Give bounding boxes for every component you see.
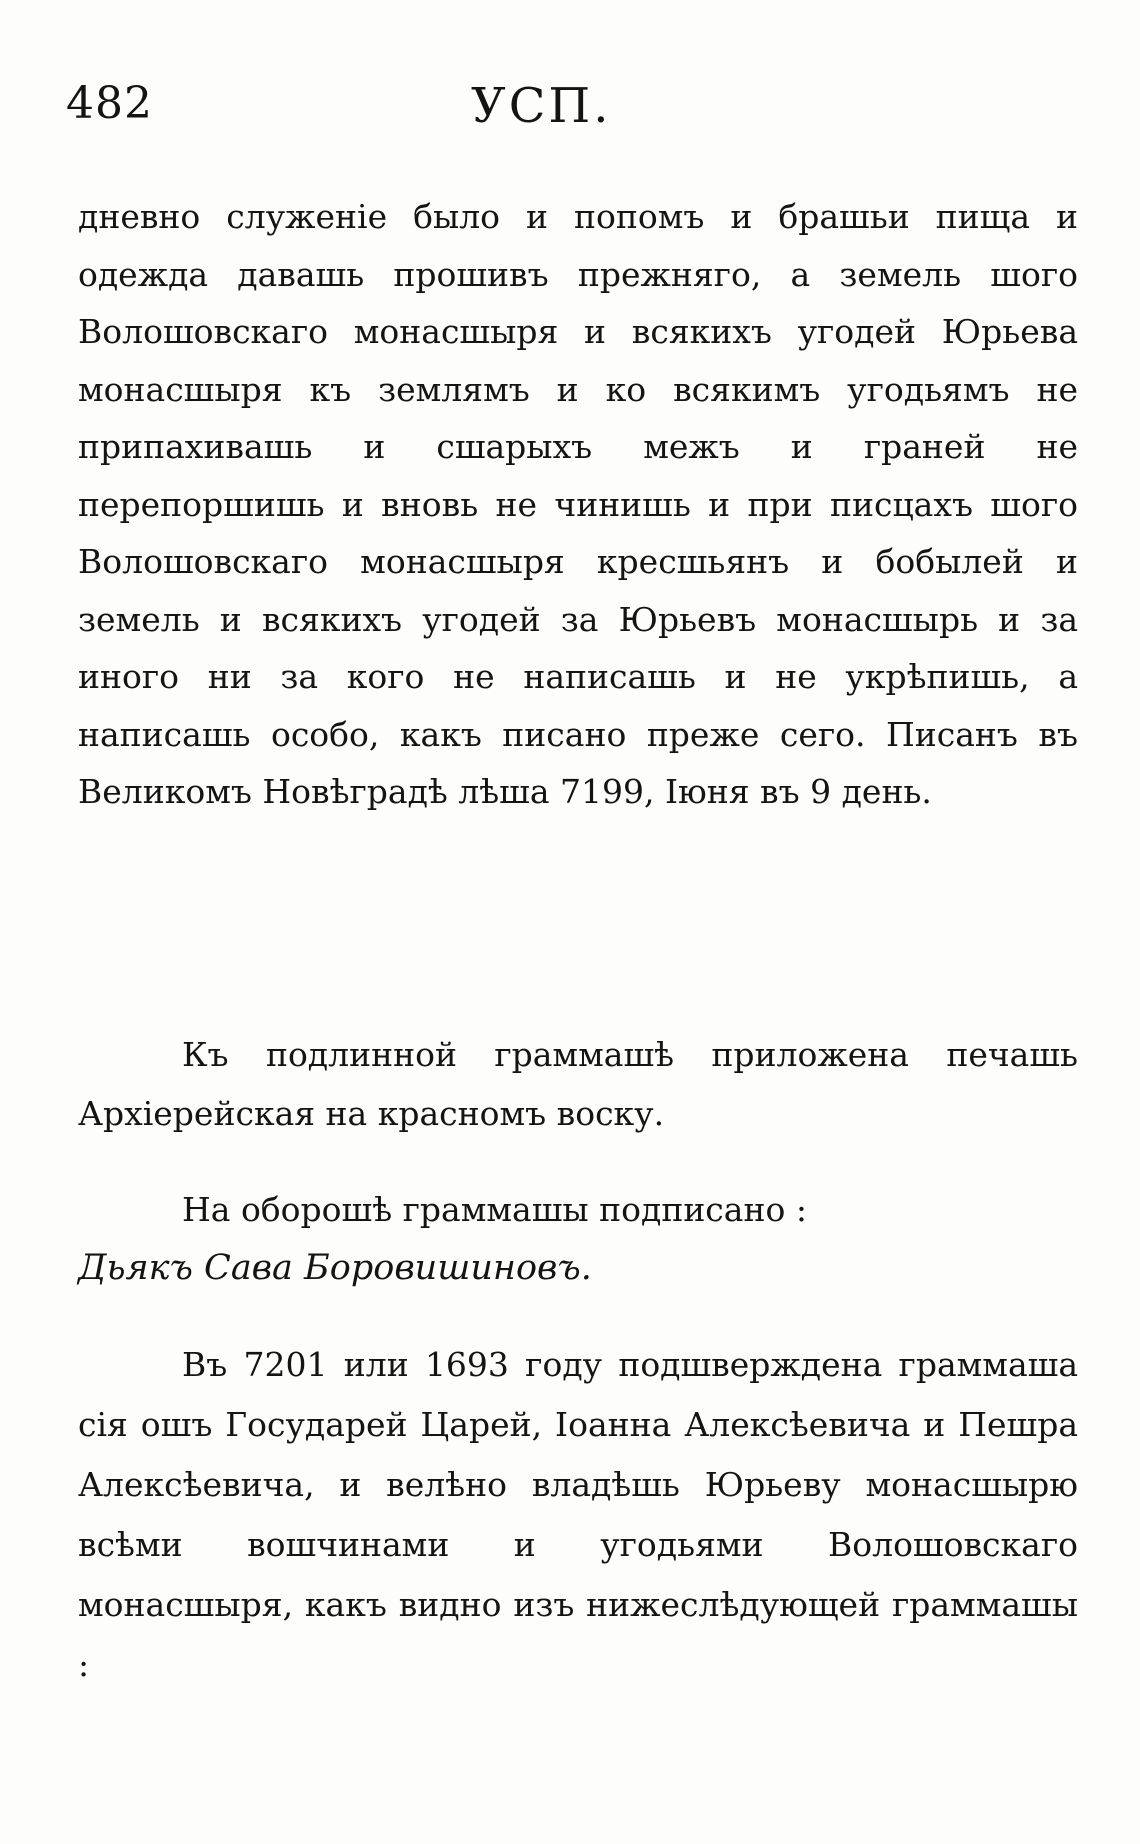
page-header	[66, 78, 1066, 148]
reverse-note-intro: На оборошѣ граммашы подписано :	[182, 1190, 807, 1229]
paragraph-confirmation: Въ 7201 или 1693 году подшверждена граммаша сія ошъ Государей Царей, Іоанна Алексѣевича и Пешра Алексѣевича, и велѣно владѣшь Юрьеву монасшырю всѣми вошчинами и угодьями Волошовскаго монасшыря, какъ видно изъ нижеслѣдующей граммашы :	[78, 1345, 1078, 1684]
signature-line: Дьякъ Сава Боровишиновъ.	[78, 1248, 592, 1288]
paragraph-seal-note: Къ подлинной граммашѣ приложена печашь Архіерейская на красномъ воску.	[78, 1035, 1078, 1133]
page-number: 482	[66, 78, 153, 129]
paragraph-reverse-note	[78, 1180, 1078, 1298]
running-head: УСП.	[471, 78, 612, 134]
paragraph-charter-text: дневно служеніе было и попомъ и брашьи пища и одежда давашь прошивъ прежняго, а земель шого Волошовскаго монасшыря и всякихъ угодей Юрьева монасшыря къ землямъ и ко всякимъ угодьямъ не припахивашь и сшарыхъ межъ и граней не перепоршишь и вновь не чинишь и при писцахъ шого Волошовскаго монасшыря кресшьянъ и бобылей и земель и всякихъ угодей за Юрьевъ монасшырь и за иного ни за кого не написашь и не укрѣпишь, а написашь особо, какъ писано преже сего. Писанъ въ Великомъ Новѣградѣ лѣша 7199, Іюня въ 9 день.	[78, 197, 1078, 811]
